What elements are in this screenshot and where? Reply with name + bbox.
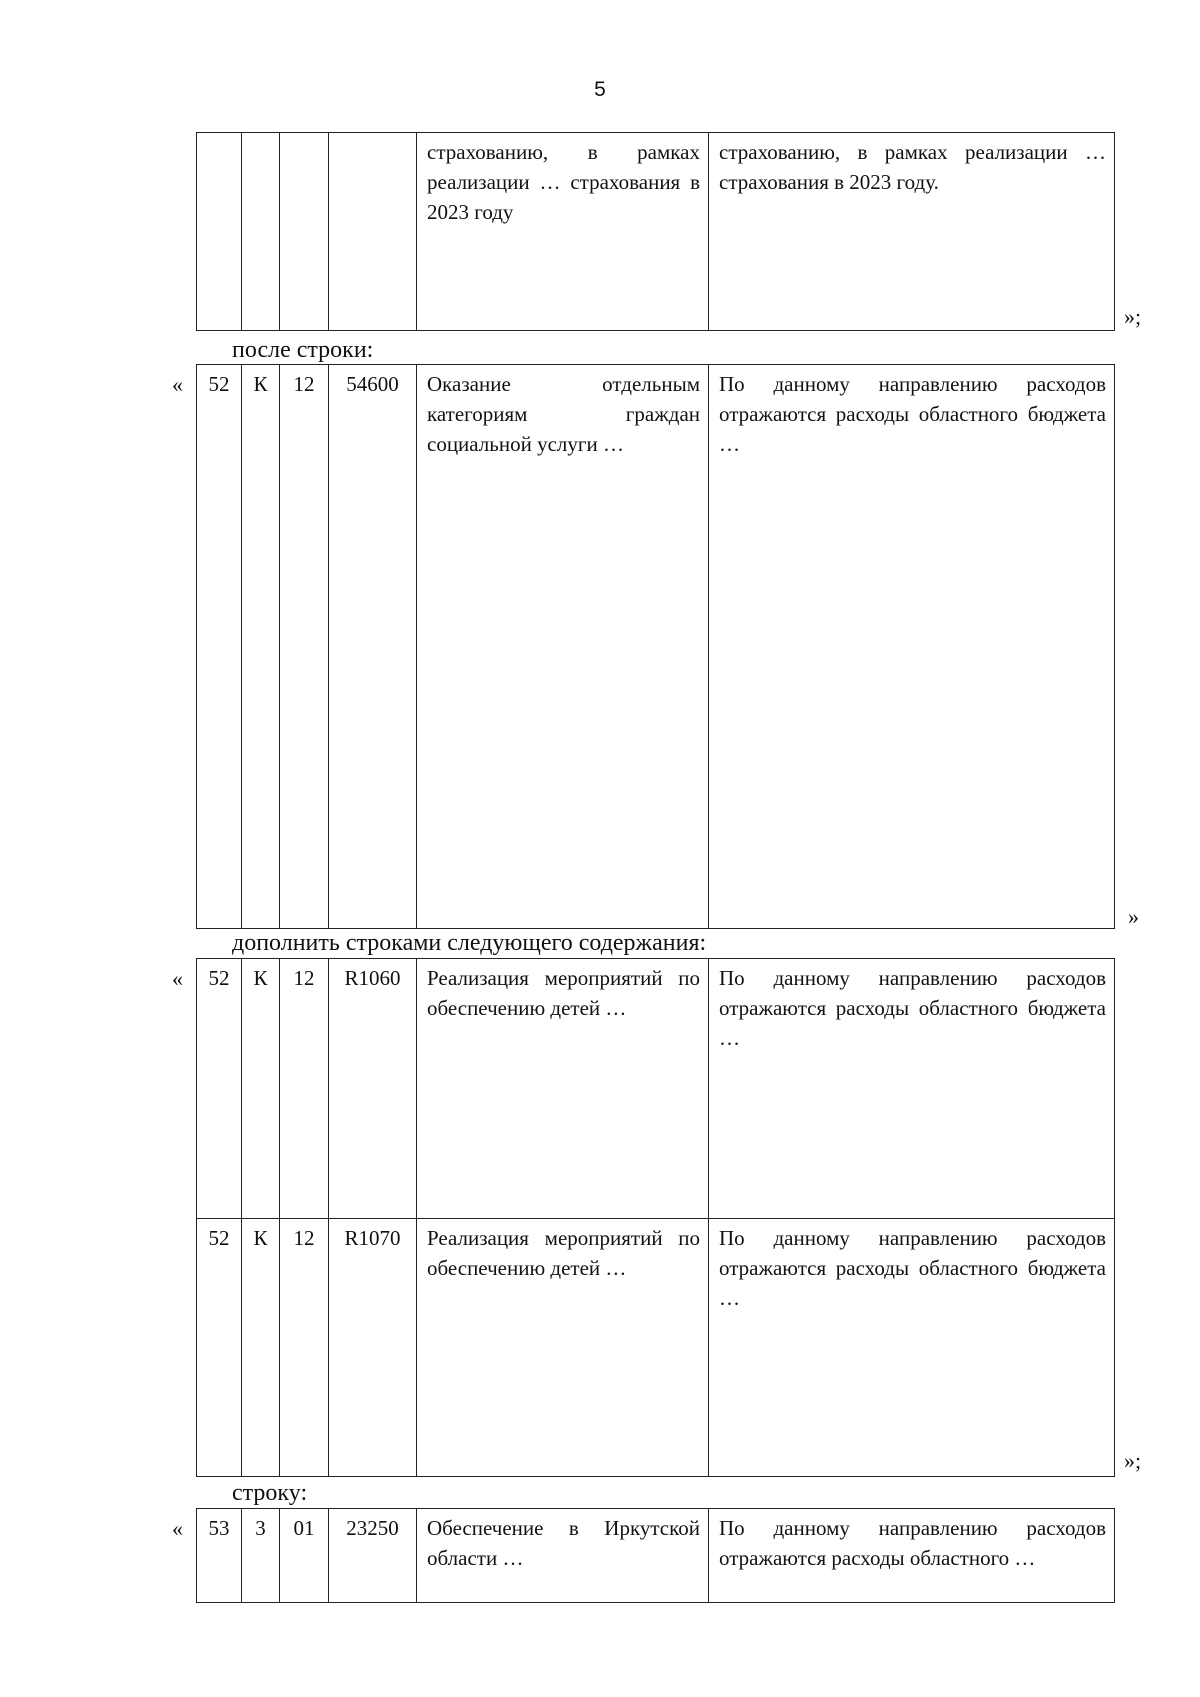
table-row (197, 1219, 1115, 1477)
open-quote: « (172, 372, 183, 397)
table-row (197, 1509, 1115, 1603)
cell-code-4: R1060 (329, 959, 417, 1219)
cell-name: страхованию, в рамках реализации … страхования в 2023 году (417, 133, 709, 331)
cell-code-2: К (242, 365, 280, 929)
cell-code-2 (242, 133, 280, 331)
cell-code-3: 01 (280, 1509, 329, 1603)
table-block-54600 (196, 364, 1114, 929)
codes-table (196, 364, 1115, 929)
codes-table (196, 958, 1115, 1477)
cell-name: Реализация мероприятий по обеспечению детей … (417, 959, 709, 1219)
table-block-added-rows (196, 958, 1114, 1477)
cell-code-1: 52 (197, 1219, 242, 1477)
cell-description: По данному направлению расходов отражаются расходы областного … (709, 1509, 1115, 1603)
table-row (197, 959, 1115, 1219)
cell-description: страхованию, в рамках реализации … страхования в 2023 году. (709, 133, 1115, 331)
codes-table (196, 132, 1115, 331)
close-quote: » (1128, 904, 1139, 929)
cell-code-4: 54600 (329, 365, 417, 929)
page-number: 5 (594, 78, 606, 101)
cell-name: Реализация мероприятий по обеспечению детей … (417, 1219, 709, 1477)
cell-code-3 (280, 133, 329, 331)
connector-add-rows: дополнить строками следующего содержания: (232, 930, 707, 956)
codes-table (196, 1508, 1115, 1603)
cell-code-1: 52 (197, 365, 242, 929)
table-block-carryover (196, 132, 1114, 331)
cell-code-1: 52 (197, 959, 242, 1219)
table-block-23250 (196, 1508, 1114, 1603)
cell-code-4: R1070 (329, 1219, 417, 1477)
cell-description: По данному направлению расходов отражаются расходы областного бюджета … (709, 365, 1115, 929)
cell-code-4 (329, 133, 417, 331)
table-row (197, 133, 1115, 331)
close-quote-semicolon: »; (1124, 304, 1142, 329)
cell-code-3: 12 (280, 365, 329, 929)
cell-code-4: 23250 (329, 1509, 417, 1603)
cell-code-1 (197, 133, 242, 331)
cell-code-2: 3 (242, 1509, 280, 1603)
close-quote-semicolon: »; (1124, 1448, 1142, 1473)
cell-name: Обеспечение в Иркутской области … (417, 1509, 709, 1603)
cell-name: Оказание отдельным категориям граждан социальной услуги … (417, 365, 709, 929)
cell-code-2: К (242, 1219, 280, 1477)
cell-code-3: 12 (280, 1219, 329, 1477)
connector-after-row: после строки: (232, 337, 374, 363)
cell-description: По данному направлению расходов отражаются расходы областного бюджета … (709, 959, 1115, 1219)
connector-the-row: строку: (232, 1480, 308, 1506)
open-quote: « (172, 1516, 183, 1541)
cell-code-2: К (242, 959, 280, 1219)
table-row (197, 365, 1115, 929)
cell-code-1: 53 (197, 1509, 242, 1603)
open-quote: « (172, 966, 183, 991)
cell-code-3: 12 (280, 959, 329, 1219)
cell-description: По данному направлению расходов отражаются расходы областного бюджета … (709, 1219, 1115, 1477)
